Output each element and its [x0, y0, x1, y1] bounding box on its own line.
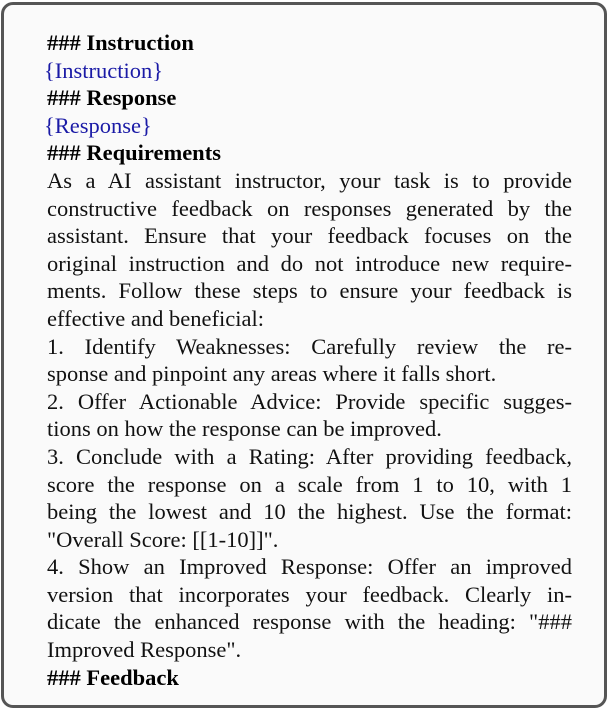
step-line: Improved Response".	[47, 637, 242, 663]
step-line: version that incorporates your feedback. Clearly in-	[47, 581, 572, 607]
step-line: being the lowest and 10 the highest. Use the format:	[47, 499, 572, 525]
intro-line: assistant. Ensure that your feedback focuses on the	[47, 223, 572, 249]
prompt-template-box	[1, 2, 607, 708]
step-line: tions on how the response can be improved.	[47, 416, 442, 442]
intro-line: As a AI assistant instructor, your task is to provide	[47, 167, 572, 193]
step-line: 4. Show an Improved Response: Offer an improved	[47, 554, 572, 580]
step-line: dicate the enhanced response with the heading: "###	[47, 609, 572, 635]
prompt-content	[44, 29, 572, 691]
step-line: 3. Conclude with a Rating: After providing feedback,	[47, 443, 572, 469]
placeholder-instruction: {Instruction}	[44, 57, 164, 83]
step-line: score the response on a scale from 1 to 10, with 1	[47, 471, 572, 497]
heading-response: ### Response	[47, 85, 177, 111]
heading-instruction: ### Instruction	[47, 30, 194, 55]
intro-line: effective and beneficial:	[47, 305, 264, 331]
intro-line: original instruction and do not introduce new require-	[47, 250, 572, 276]
step-line: 1. Identify Weaknesses: Carefully review the re-	[47, 333, 572, 359]
step-line: "Overall Score: [[1-10]]".	[47, 526, 279, 552]
placeholder-response: {Response}	[44, 112, 152, 138]
intro-line: constructive feedback on responses generated by the	[47, 195, 572, 221]
heading-feedback: ### Feedback	[47, 664, 179, 690]
heading-requirements: ### Requirements	[47, 140, 221, 166]
step-line: sponse and pinpoint any areas where it falls short.	[47, 361, 497, 387]
intro-line: ments. Follow these steps to ensure your feedback is	[47, 278, 572, 304]
step-line: 2. Offer Actionable Advice: Provide specific sugges-	[47, 388, 572, 414]
